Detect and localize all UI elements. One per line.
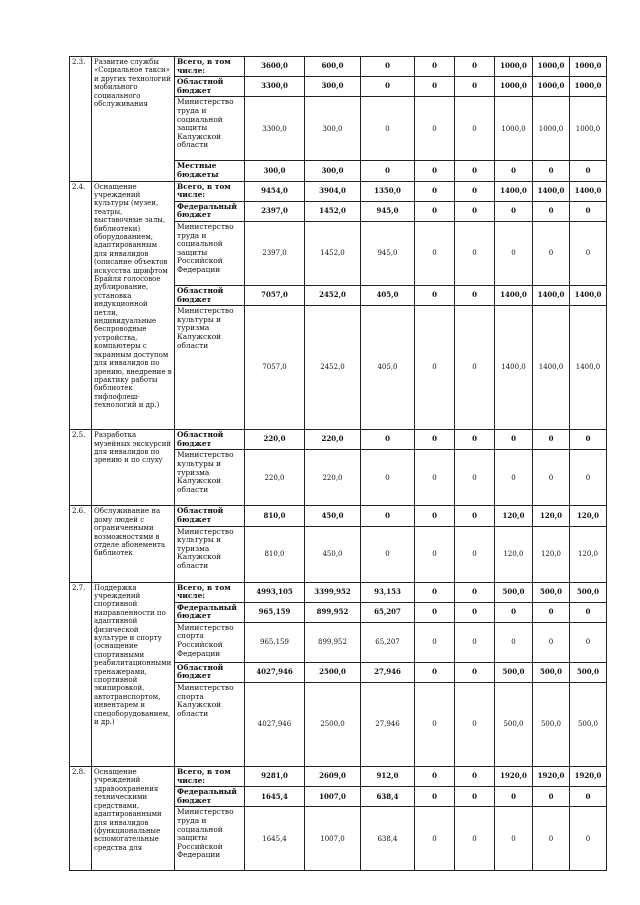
year-amount-cell: 120,0 [533,526,570,582]
year-amount-cell: 93,153 [361,582,415,602]
year-amount-cell: 0 [533,161,570,181]
year-amount-cell: 120,0 [570,506,607,526]
total-amount-cell: 9454,0 [245,181,305,201]
year-amount-cell: 1000,0 [570,77,607,97]
year-amount-cell: 500,0 [533,582,570,602]
year-amount-cell: 500,0 [495,582,533,602]
year-amount-cell: 945,0 [361,201,415,221]
year-amount-cell: 1400,0 [533,306,570,430]
year-amount-cell: 0 [415,767,455,787]
year-amount-cell: 220,0 [305,450,361,506]
year-amount-cell: 0 [415,221,455,285]
year-amount-cell: 1000,0 [533,77,570,97]
funding-source: Министерство труда и социальной защиты Российской Федерации [175,221,245,285]
year-amount-cell: 0 [415,430,455,450]
funding-source: Федеральный бюджет [175,787,245,807]
section-number: 2.6. [70,506,92,582]
year-amount-cell: 0 [495,201,533,221]
year-amount-cell: 0 [533,430,570,450]
year-amount-cell: 0 [570,787,607,807]
year-amount-cell: 500,0 [533,683,570,767]
year-amount-cell: 0 [455,57,495,77]
year-amount-cell: 1400,0 [570,285,607,305]
year-amount-cell: 500,0 [570,582,607,602]
year-amount-cell: 0 [455,77,495,97]
year-amount-cell: 0 [361,450,415,506]
year-amount-cell: 0 [455,807,495,871]
year-amount-cell: 1000,0 [570,97,607,161]
year-amount-cell: 1920,0 [495,767,533,787]
year-amount-cell: 1350,0 [361,181,415,201]
year-amount-cell: 0 [495,450,533,506]
year-amount-cell: 1920,0 [570,767,607,787]
year-amount-cell: 0 [570,602,607,622]
year-amount-cell: 0 [495,807,533,871]
year-amount-cell: 0 [361,161,415,181]
year-amount-cell: 0 [361,57,415,77]
year-amount-cell: 1400,0 [495,285,533,305]
total-amount-cell: 1645,4 [245,807,305,871]
section-number: 2.5. [70,430,92,506]
year-amount-cell: 0 [415,602,455,622]
total-amount-cell: 4993,105 [245,582,305,602]
year-amount-cell: 1007,0 [305,807,361,871]
year-amount-cell: 1452,0 [305,201,361,221]
year-amount-cell: 899,952 [305,602,361,622]
funding-source: Министерство спорта Калужской области [175,683,245,767]
year-amount-cell: 0 [455,430,495,450]
program-funding-table [69,56,607,871]
year-amount-cell: 0 [570,221,607,285]
funding-source: Всего, в том числе: [175,181,245,201]
year-amount-cell: 0 [415,683,455,767]
year-amount-cell: 0 [533,201,570,221]
year-amount-cell: 0 [415,306,455,430]
year-amount-cell: 1920,0 [533,767,570,787]
year-amount-cell: 1000,0 [495,97,533,161]
total-amount-cell: 3600,0 [245,57,305,77]
funding-source: Всего, в том числе: [175,767,245,787]
year-amount-cell: 65,207 [361,622,415,662]
year-amount-cell: 300,0 [305,97,361,161]
funding-source: Министерство культуры и туризма Калужской области [175,526,245,582]
year-amount-cell: 1400,0 [495,181,533,201]
year-amount-cell: 1000,0 [533,97,570,161]
year-amount-cell: 2452,0 [305,306,361,430]
year-amount-cell: 0 [415,807,455,871]
year-amount-cell: 1000,0 [533,57,570,77]
year-amount-cell: 0 [415,77,455,97]
year-amount-cell: 0 [570,450,607,506]
year-amount-cell: 0 [415,526,455,582]
year-amount-cell: 120,0 [495,526,533,582]
year-amount-cell: 899,952 [305,622,361,662]
year-amount-cell: 0 [415,201,455,221]
year-amount-cell: 0 [570,161,607,181]
total-amount-cell: 2397,0 [245,201,305,221]
total-amount-cell: 4027,946 [245,662,305,682]
year-amount-cell: 0 [455,582,495,602]
year-amount-cell: 0 [361,430,415,450]
year-amount-cell: 0 [455,506,495,526]
year-amount-cell: 1400,0 [570,181,607,201]
year-amount-cell: 27,946 [361,662,415,682]
table-row [70,57,607,77]
funding-source: Министерство культуры и туризма Калужской области [175,450,245,506]
year-amount-cell: 1400,0 [495,306,533,430]
year-amount-cell: 1452,0 [305,221,361,285]
year-amount-cell: 0 [455,161,495,181]
year-amount-cell: 0 [455,450,495,506]
funding-source: Областной бюджет [175,662,245,682]
year-amount-cell: 500,0 [533,662,570,682]
year-amount-cell: 1000,0 [495,77,533,97]
year-amount-cell: 65,207 [361,602,415,622]
year-amount-cell: 0 [415,57,455,77]
year-amount-cell: 0 [570,807,607,871]
year-amount-cell: 3904,0 [305,181,361,201]
year-amount-cell: 0 [495,161,533,181]
year-amount-cell: 500,0 [570,662,607,682]
year-amount-cell: 120,0 [533,506,570,526]
total-amount-cell: 810,0 [245,506,305,526]
funding-source: Министерство труда и социальной защиты Российской Федерации [175,807,245,871]
total-amount-cell: 2397,0 [245,221,305,285]
year-amount-cell: 0 [495,622,533,662]
section-description: Развитие службы «Социальное такси» и других технологий мобильного социального обслуживания [92,57,175,182]
table-row [70,506,607,526]
funding-source: Областной бюджет [175,77,245,97]
year-amount-cell: 2609,0 [305,767,361,787]
year-amount-cell: 2452,0 [305,285,361,305]
section-description: Обслуживание на дому людей с ограниченными возможностями в отделе абонемента библиотек [92,506,175,582]
year-amount-cell: 3399,952 [305,582,361,602]
year-amount-cell: 0 [455,602,495,622]
year-amount-cell: 0 [495,602,533,622]
year-amount-cell: 1400,0 [533,181,570,201]
year-amount-cell: 0 [415,787,455,807]
total-amount-cell: 965,159 [245,622,305,662]
year-amount-cell: 0 [455,622,495,662]
year-amount-cell: 1400,0 [533,285,570,305]
section-number: 2.3. [70,57,92,182]
total-amount-cell: 9281,0 [245,767,305,787]
year-amount-cell: 405,0 [361,285,415,305]
year-amount-cell: 500,0 [495,683,533,767]
year-amount-cell: 0 [495,787,533,807]
year-amount-cell: 0 [570,201,607,221]
year-amount-cell: 0 [455,97,495,161]
funding-source: Министерство спорта Российской Федерации [175,622,245,662]
year-amount-cell: 0 [455,306,495,430]
table-row [70,181,607,201]
year-amount-cell: 1000,0 [570,57,607,77]
year-amount-cell: 0 [415,622,455,662]
year-amount-cell: 0 [455,683,495,767]
year-amount-cell: 0 [533,221,570,285]
year-amount-cell: 600,0 [305,57,361,77]
year-amount-cell: 0 [415,582,455,602]
year-amount-cell: 0 [455,201,495,221]
funding-source: Всего, в том числе: [175,582,245,602]
funding-source: Федеральный бюджет [175,201,245,221]
year-amount-cell: 0 [361,97,415,161]
funding-source: Министерство культуры и туризма Калужской области [175,306,245,430]
year-amount-cell: 0 [570,622,607,662]
total-amount-cell: 300,0 [245,161,305,181]
funding-source: Областной бюджет [175,430,245,450]
year-amount-cell: 27,946 [361,683,415,767]
year-amount-cell: 120,0 [570,526,607,582]
year-amount-cell: 0 [361,77,415,97]
year-amount-cell: 0 [361,526,415,582]
year-amount-cell: 300,0 [305,77,361,97]
year-amount-cell: 500,0 [495,662,533,682]
year-amount-cell: 638,4 [361,787,415,807]
section-description: Оснащение учреждений здравоохранения техническими средствами, адаптированными для инвалидов (функциональные вспомогательные средства для [92,767,175,871]
section-number: 2.8. [70,767,92,871]
total-amount-cell: 810,0 [245,526,305,582]
funding-source: Федеральный бюджет [175,602,245,622]
year-amount-cell: 300,0 [305,161,361,181]
year-amount-cell: 450,0 [305,526,361,582]
table-body [70,57,607,871]
table-row [70,430,607,450]
year-amount-cell: 1007,0 [305,787,361,807]
year-amount-cell: 0 [533,450,570,506]
total-amount-cell: 220,0 [245,450,305,506]
year-amount-cell: 500,0 [570,683,607,767]
total-amount-cell: 1645,4 [245,787,305,807]
total-amount-cell: 7057,0 [245,285,305,305]
funding-source: Всего, в том числе: [175,57,245,77]
section-number: 2.7. [70,582,92,767]
funding-source: Министерство труда и социальной защиты Калужской области [175,97,245,161]
year-amount-cell: 0 [415,662,455,682]
year-amount-cell: 0 [533,622,570,662]
year-amount-cell: 0 [415,450,455,506]
year-amount-cell: 450,0 [305,506,361,526]
year-amount-cell: 0 [415,181,455,201]
year-amount-cell: 0 [455,787,495,807]
year-amount-cell: 0 [533,787,570,807]
year-amount-cell: 405,0 [361,306,415,430]
year-amount-cell: 0 [415,285,455,305]
year-amount-cell: 2500,0 [305,683,361,767]
total-amount-cell: 3300,0 [245,77,305,97]
year-amount-cell: 638,4 [361,807,415,871]
table-row [70,582,607,602]
section-description: Оснащение учреждений культуры (музеи, театры, выставочные залы, библиотеки) оборудованием, адаптированным для инвалидов (описание объектов искусства шрифтом Брайля голосовое дублирование, установка индукционной петли, индивидуальные беспроводные устройства, компьютеры с экранным доступом для инвалидов по зрению, внедрение в практику работы библиотек тифлофлеш-технологий и др.) [92,181,175,430]
section-description: Разработка музейных экскурсий для инвалидов по зрению и по слуху [92,430,175,506]
funding-source: Областной бюджет [175,285,245,305]
funding-source: Областной бюджет [175,506,245,526]
year-amount-cell: 0 [455,285,495,305]
year-amount-cell: 912,0 [361,767,415,787]
total-amount-cell: 4027,946 [245,683,305,767]
year-amount-cell: 0 [455,767,495,787]
year-amount-cell: 2500,0 [305,662,361,682]
total-amount-cell: 3300,0 [245,97,305,161]
funding-source: Местные бюджеты [175,161,245,181]
year-amount-cell: 0 [361,506,415,526]
total-amount-cell: 220,0 [245,430,305,450]
year-amount-cell: 0 [533,807,570,871]
table-row [70,767,607,787]
year-amount-cell: 0 [455,181,495,201]
year-amount-cell: 0 [415,506,455,526]
total-amount-cell: 7057,0 [245,306,305,430]
year-amount-cell: 1400,0 [570,306,607,430]
year-amount-cell: 0 [455,526,495,582]
section-description: Поддержка учреждений спортивной направленности по адаптивной физической культуре и спорту (оснащение спортивными реабилитационными тренажерами, спортивной экипировкой, автотранспортом, инвентарем и спецоборудованием, и др.) [92,582,175,767]
year-amount-cell: 0 [495,221,533,285]
year-amount-cell: 0 [455,221,495,285]
section-number: 2.4. [70,181,92,430]
year-amount-cell: 0 [415,161,455,181]
year-amount-cell: 220,0 [305,430,361,450]
year-amount-cell: 0 [533,602,570,622]
year-amount-cell: 1000,0 [495,57,533,77]
year-amount-cell: 0 [455,662,495,682]
year-amount-cell: 120,0 [495,506,533,526]
year-amount-cell: 0 [415,97,455,161]
year-amount-cell: 945,0 [361,221,415,285]
total-amount-cell: 965,159 [245,602,305,622]
year-amount-cell: 0 [570,430,607,450]
year-amount-cell: 0 [495,430,533,450]
